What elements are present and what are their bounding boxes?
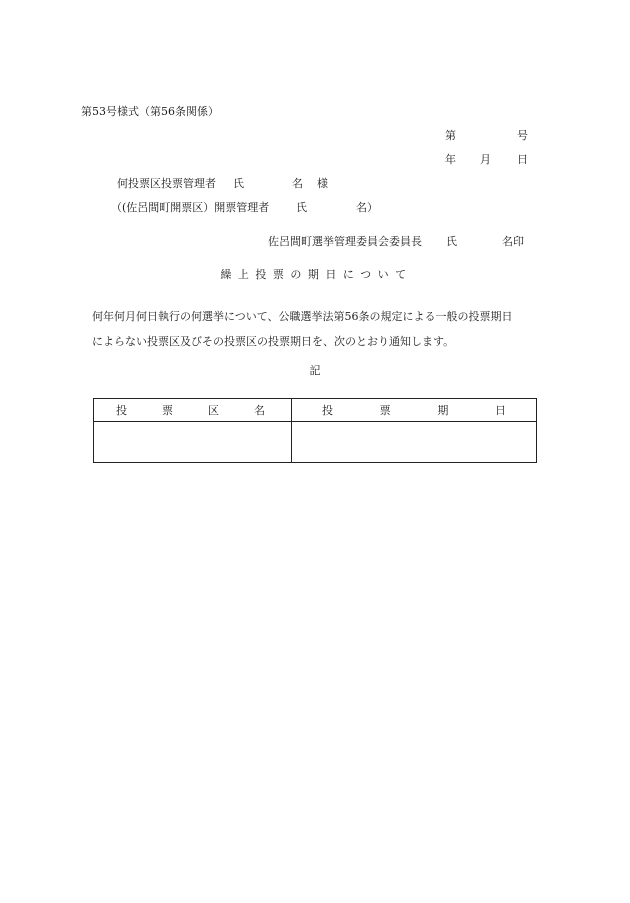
doc-number-suffix: 号 [517, 129, 528, 142]
header-char: 日 [494, 404, 506, 417]
date-year: 年 [445, 153, 456, 166]
addressee-line2-shi: 氏 [296, 201, 307, 214]
date-day: 日 [517, 153, 528, 166]
header-char: 名 [254, 404, 265, 417]
header-char: 区 [208, 404, 219, 417]
form-number: 第53号様式（第56条関係） [81, 105, 219, 118]
doc-number-prefix: 第 [445, 129, 456, 142]
voting-district-table [93, 398, 537, 463]
date-month: 月 [480, 153, 491, 166]
addressee-line1-sama: 様 [317, 177, 328, 190]
table-header-row [94, 399, 537, 422]
table-row [94, 422, 537, 463]
header-voting-date [292, 399, 537, 422]
sender-mei-in: 名印 [502, 235, 524, 248]
header-char: 票 [379, 404, 391, 417]
body-paragraph [92, 304, 552, 354]
header-char: 投 [116, 404, 127, 417]
addressee-line1-mei: 名 [292, 177, 303, 190]
cell-voting-date[interactable] [292, 422, 537, 463]
header-char: 票 [162, 404, 173, 417]
header-char: 期 [437, 404, 449, 417]
header-char: 投 [322, 404, 333, 417]
header-district-name [94, 399, 292, 422]
addressee-line1-org: 何投票区投票管理者 [117, 177, 216, 190]
addressee-line2-mei: 名） [356, 201, 378, 214]
sender-org: 佐呂間町選挙管理委員会委員長 [268, 235, 422, 248]
body-line-2: によらない投票区及びその投票区の投票期日を、次のとおり通知します。 [92, 335, 455, 348]
cell-district-name[interactable] [94, 422, 292, 463]
addressee-line1-shi: 氏 [233, 177, 244, 190]
document-title: 繰上投票の期日について [220, 268, 413, 281]
addressee-line2-org: （(佐呂間町開票区）開票管理者 [111, 201, 270, 214]
sender-shi: 氏 [446, 235, 457, 248]
body-line-1: 何年何月何日執行の何選挙について、公職選挙法第56条の規定による一般の投票期日 [92, 310, 513, 323]
ki-marker: 記 [309, 364, 321, 377]
